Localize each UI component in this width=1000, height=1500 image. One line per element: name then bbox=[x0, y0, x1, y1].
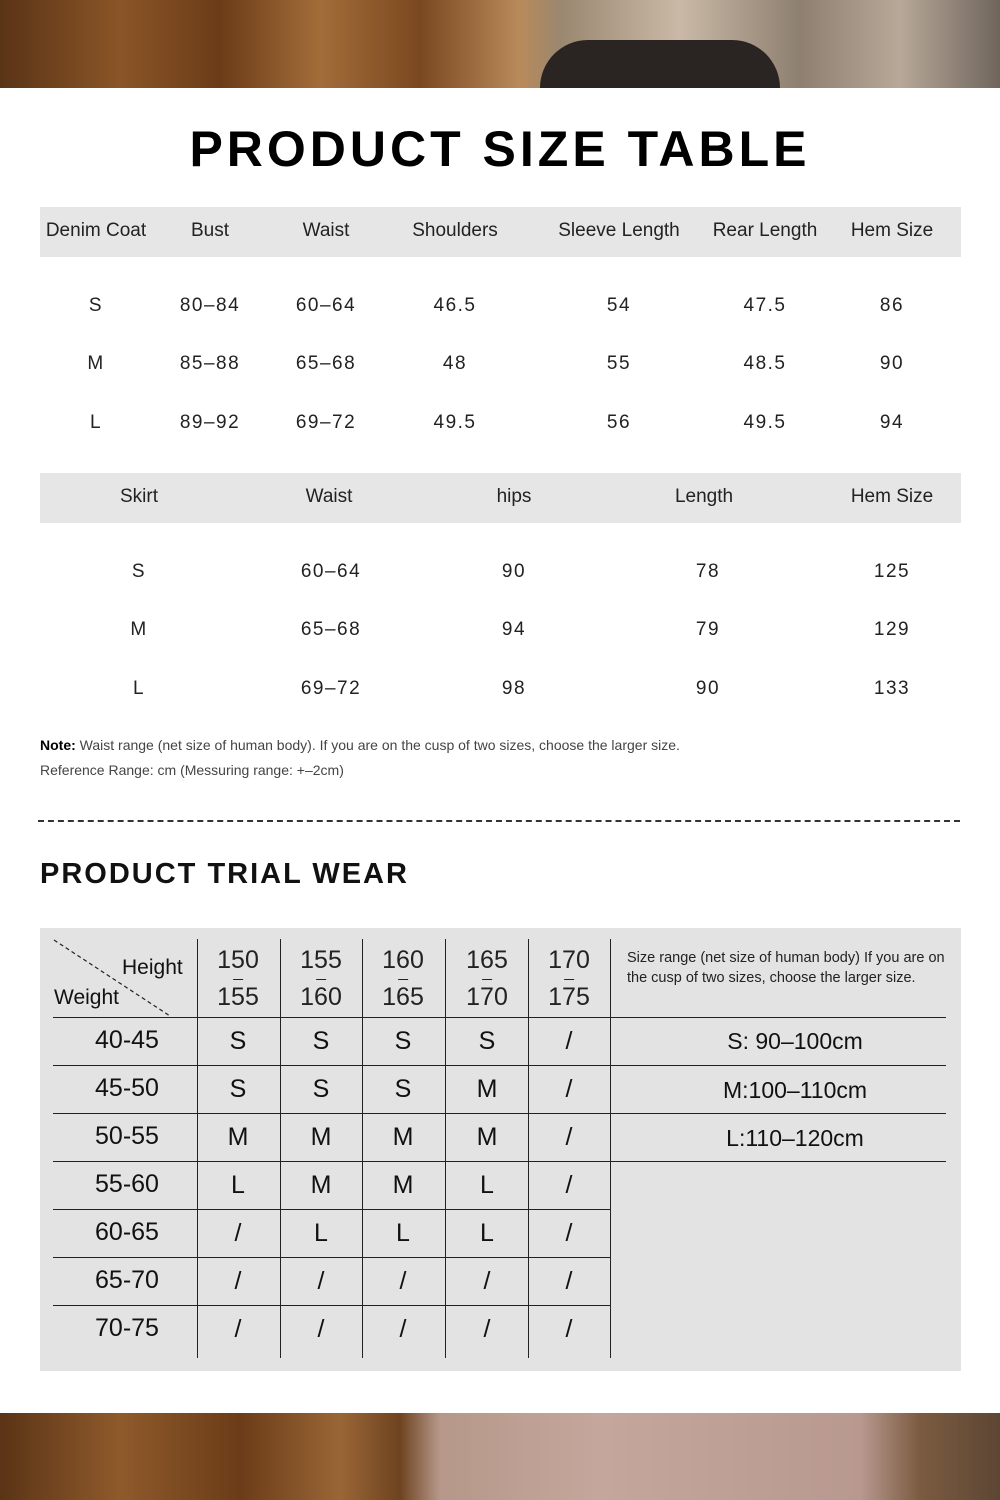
weight-range-label: 55-60 bbox=[95, 1170, 159, 1198]
height-range-end: 155 bbox=[217, 983, 259, 1011]
recommended-size-cell: / bbox=[565, 1267, 573, 1295]
recommended-size-cell: S bbox=[229, 1027, 247, 1055]
coat-header-cell: Hem Size bbox=[850, 220, 934, 241]
coat-value-cell: 49.5 bbox=[433, 412, 477, 433]
skirt-header-cell: Waist bbox=[305, 486, 353, 507]
coat-value-cell: 46.5 bbox=[433, 295, 477, 316]
recommended-size-cell: S bbox=[312, 1075, 330, 1103]
hip-size-range: M:100–110cm bbox=[722, 1077, 868, 1103]
hip-size-range: S: 90–100cm bbox=[727, 1028, 863, 1054]
coat-value-cell: 90 bbox=[879, 353, 905, 374]
coat-value-cell: 60–64 bbox=[295, 295, 357, 316]
recommended-size-cell: M bbox=[476, 1123, 498, 1151]
height-range-header bbox=[382, 942, 424, 1016]
recommended-size-cell: M bbox=[392, 1171, 414, 1199]
coat-value-cell: 47.5 bbox=[743, 295, 787, 316]
coat-value-cell: 94 bbox=[879, 412, 905, 433]
recommended-size-cell: L bbox=[480, 1171, 494, 1199]
skirt-value-cell: 78 bbox=[695, 561, 721, 582]
recommended-size-cell: / bbox=[565, 1123, 573, 1151]
skirt-value-cell: 90 bbox=[695, 678, 721, 699]
skirt-value-cell: 98 bbox=[501, 678, 527, 699]
skirt-header-cell: Skirt bbox=[120, 486, 158, 507]
trial-wear-table bbox=[40, 928, 961, 1371]
skirt-value-cell: 133 bbox=[873, 678, 911, 699]
height-range-separator bbox=[482, 979, 492, 980]
coat-header-cell: Waist bbox=[302, 220, 350, 241]
skirt-size-label: M bbox=[130, 619, 148, 640]
skirt-header-cell: Length bbox=[674, 486, 734, 507]
recommended-size-cell: S bbox=[394, 1027, 412, 1055]
recommended-size-cell: L bbox=[396, 1219, 410, 1247]
background-photo-top bbox=[0, 0, 1000, 88]
grid-vertical-line bbox=[362, 939, 363, 1358]
coat-header-cell: Denim Coat bbox=[45, 220, 147, 241]
trial-wear-title: PRODUCT TRIAL WEAR bbox=[40, 858, 409, 890]
recommended-size-cell: / bbox=[565, 1171, 573, 1199]
size-chart-panel bbox=[0, 88, 1000, 1413]
weight-range-label: 60-65 bbox=[95, 1218, 159, 1246]
height-range-start: 150 bbox=[217, 946, 259, 974]
height-range-start: 170 bbox=[548, 946, 590, 974]
recommended-size-cell: / bbox=[317, 1267, 325, 1295]
skirt-header-cell: Hem Size bbox=[850, 486, 934, 507]
height-range-start: 165 bbox=[466, 946, 508, 974]
skirt-value-cell: 60–64 bbox=[300, 561, 362, 582]
coat-header-cell: Shoulders bbox=[412, 220, 498, 241]
weight-range-label: 70-75 bbox=[95, 1314, 159, 1342]
recommended-size-cell: S bbox=[229, 1075, 247, 1103]
recommended-size-cell: / bbox=[317, 1315, 325, 1343]
coat-value-cell: 89–92 bbox=[179, 412, 241, 433]
coat-value-cell: 69–72 bbox=[295, 412, 357, 433]
recommended-size-cell: M bbox=[310, 1171, 332, 1199]
reference-range-note: Reference Range: cm (Messuring range: +–2cm) bbox=[40, 762, 344, 778]
height-range-header bbox=[466, 942, 508, 1016]
recommended-size-cell: M bbox=[310, 1123, 332, 1151]
skirt-value-cell: 94 bbox=[501, 619, 527, 640]
recommended-size-cell: / bbox=[565, 1027, 573, 1055]
grid-horizontal-line bbox=[53, 1257, 610, 1258]
weight-range-label: 65-70 bbox=[95, 1266, 159, 1294]
coat-size-label: M bbox=[87, 353, 105, 374]
skirt-value-cell: 79 bbox=[695, 619, 721, 640]
page-title: PRODUCT SIZE TABLE bbox=[189, 121, 811, 177]
coat-value-cell: 55 bbox=[606, 353, 632, 374]
coat-header-cell: Sleeve Length bbox=[558, 220, 680, 241]
grid-horizontal-line bbox=[53, 1305, 610, 1306]
coat-size-label: L bbox=[89, 412, 103, 433]
recommended-size-cell: / bbox=[565, 1075, 573, 1103]
grid-vertical-line bbox=[528, 939, 529, 1358]
grid-horizontal-line bbox=[53, 1209, 610, 1210]
skirt-value-cell: 125 bbox=[873, 561, 911, 582]
recommended-size-cell: / bbox=[483, 1315, 491, 1343]
recommended-size-cell: S bbox=[478, 1027, 496, 1055]
weight-range-label: 40-45 bbox=[95, 1026, 159, 1054]
height-label: Height bbox=[122, 956, 183, 979]
dashed-divider bbox=[38, 820, 960, 822]
recommended-size-cell: / bbox=[234, 1267, 242, 1295]
skirt-value-cell: 65–68 bbox=[300, 619, 362, 640]
coat-value-cell: 56 bbox=[606, 412, 632, 433]
coat-header-cell: Rear Length bbox=[712, 220, 818, 241]
grid-horizontal-line bbox=[53, 1113, 946, 1114]
coat-value-cell: 65–68 bbox=[295, 353, 357, 374]
coat-value-cell: 80–84 bbox=[179, 295, 241, 316]
skirt-value-cell: 90 bbox=[501, 561, 527, 582]
coat-size-label: S bbox=[88, 295, 104, 316]
recommended-size-cell: S bbox=[394, 1075, 412, 1103]
note-label: Note: bbox=[40, 737, 76, 753]
height-range-separator bbox=[398, 979, 408, 980]
recommended-size-cell: / bbox=[483, 1267, 491, 1295]
recommended-size-cell: / bbox=[234, 1219, 242, 1247]
recommended-size-cell: L bbox=[314, 1219, 328, 1247]
diagonal-divider bbox=[52, 936, 192, 1026]
size-range-note: Size range (net size of human body) If you are on the cusp of two sizes, choose the larger size. bbox=[627, 950, 945, 986]
grid-vertical-line bbox=[197, 939, 198, 1358]
skirt-header-cell: hips bbox=[496, 486, 532, 507]
skirt-size-label: S bbox=[131, 561, 147, 582]
recommended-size-cell: M bbox=[476, 1075, 498, 1103]
height-range-separator bbox=[316, 979, 326, 980]
grid-vertical-line bbox=[610, 939, 611, 1358]
background-photo-bottom bbox=[0, 1413, 1000, 1500]
recommended-size-cell: / bbox=[565, 1315, 573, 1343]
height-range-start: 160 bbox=[382, 946, 424, 974]
skirt-size-label: L bbox=[132, 678, 146, 699]
recommended-size-cell: M bbox=[227, 1123, 249, 1151]
coat-table-header bbox=[40, 207, 961, 257]
size-note bbox=[40, 737, 680, 753]
height-range-end: 170 bbox=[466, 983, 508, 1011]
height-range-separator bbox=[564, 979, 574, 980]
height-range-end: 160 bbox=[300, 983, 342, 1011]
height-range-header bbox=[217, 942, 259, 1016]
height-range-separator bbox=[233, 979, 243, 980]
skirt-value-cell: 69–72 bbox=[300, 678, 362, 699]
coat-header-cell: Bust bbox=[190, 220, 230, 241]
coat-value-cell: 86 bbox=[879, 295, 905, 316]
grid-horizontal-line bbox=[53, 1017, 946, 1018]
height-range-end: 165 bbox=[382, 983, 424, 1011]
height-range-start: 155 bbox=[300, 946, 342, 974]
recommended-size-cell: / bbox=[399, 1267, 407, 1295]
coat-value-cell: 48 bbox=[442, 353, 468, 374]
height-range-header bbox=[300, 942, 342, 1016]
weight-range-label: 50-55 bbox=[95, 1122, 159, 1150]
weight-range-label: 45-50 bbox=[95, 1074, 159, 1102]
skirt-value-cell: 129 bbox=[873, 619, 911, 640]
coat-value-cell: 54 bbox=[606, 295, 632, 316]
coat-value-cell: 85–88 bbox=[179, 353, 241, 374]
recommended-size-cell: L bbox=[480, 1219, 494, 1247]
grid-vertical-line bbox=[445, 939, 446, 1358]
height-range-end: 175 bbox=[548, 983, 590, 1011]
grid-vertical-line bbox=[280, 939, 281, 1358]
recommended-size-cell: / bbox=[234, 1315, 242, 1343]
recommended-size-cell: / bbox=[565, 1219, 573, 1247]
hip-size-range: L:110–120cm bbox=[726, 1125, 864, 1151]
coat-value-cell: 48.5 bbox=[743, 353, 787, 374]
coat-value-cell: 49.5 bbox=[743, 412, 787, 433]
recommended-size-cell: / bbox=[399, 1315, 407, 1343]
height-range-header bbox=[548, 942, 590, 1016]
recommended-size-cell: L bbox=[231, 1171, 245, 1199]
grid-horizontal-line bbox=[53, 1161, 946, 1162]
recommended-size-cell: M bbox=[392, 1123, 414, 1151]
weight-label: Weight bbox=[54, 986, 119, 1009]
recommended-size-cell: S bbox=[312, 1027, 330, 1055]
grid-horizontal-line bbox=[53, 1065, 946, 1066]
note-text: Waist range (net size of human body). If you are on the cusp of two sizes, choose the larger size. bbox=[75, 737, 680, 753]
